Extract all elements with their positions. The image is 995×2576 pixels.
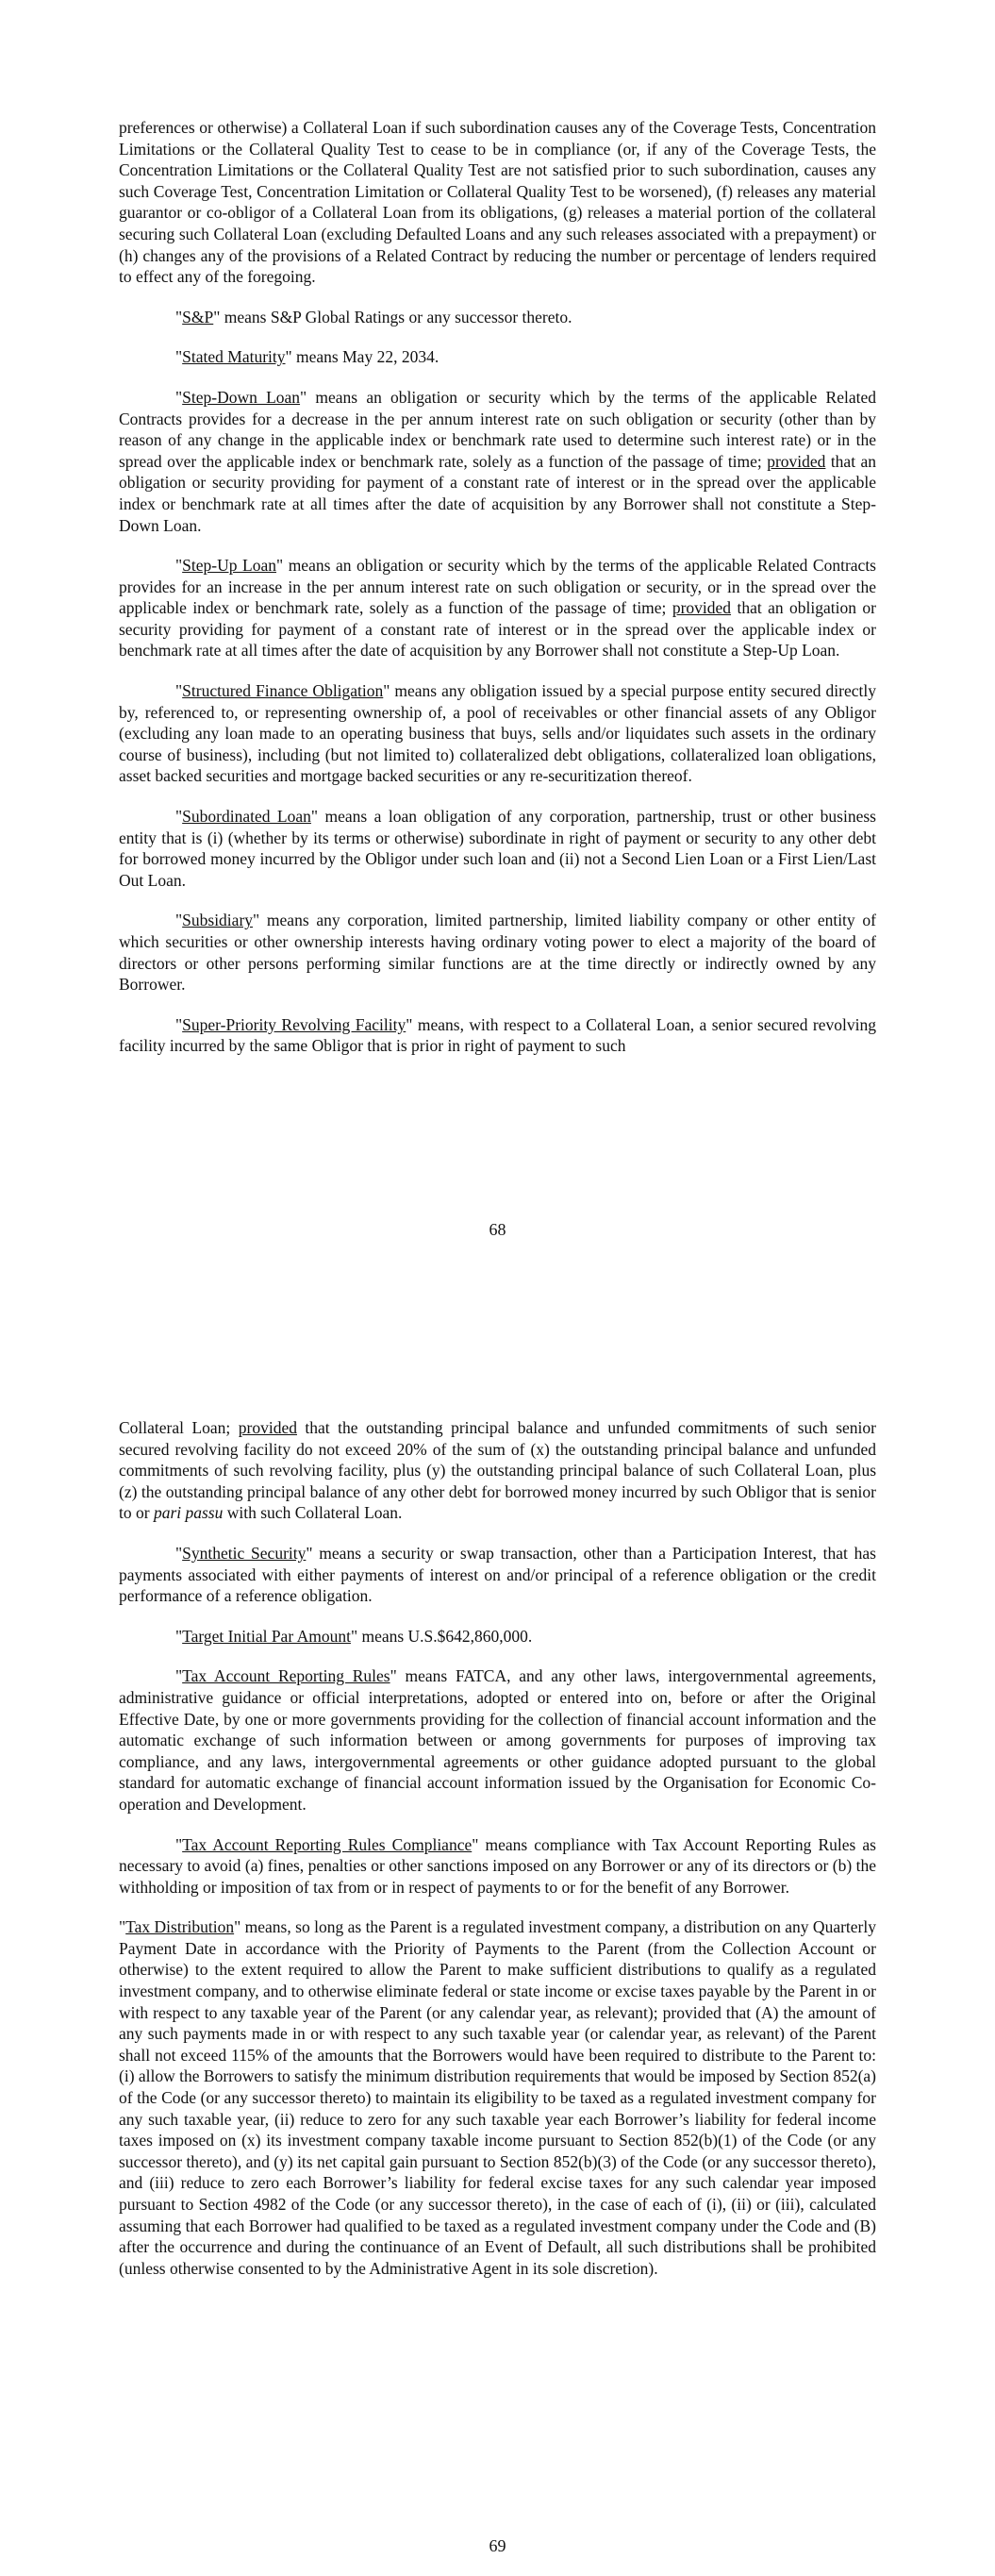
- continuation-text: Collateral Loan;: [119, 1418, 239, 1437]
- pari-passu-term: pari passu: [153, 1503, 224, 1523]
- definition-sp: "S&P" means S&P Global Ratings or any successor thereto.: [175, 307, 572, 326]
- definition-text: that an obligation or security providing for payment of a constant rate of interest or in the spread over the applicable index or benchmark rate at all times after the date of acquisition by any Borrower shall not constitute a Step-Up Loan.: [119, 598, 877, 661]
- page-number: 68: [489, 1220, 506, 1239]
- definition-structured-finance-obligation: "Structured Finance Obligation" means any obligation issued by a special purpose entity secured directly by, referenced to, or representing ownership of, a pool of receivables or other financial assets of any Obligor (excluding any loan made to an operating business that buys, sells and/or liquidates such assets in the ordinary course of business), including (but not limited to) collateralized debt obligations, collateralized loan obligations, asset backed securities and mortgage backed securities or any re-securitization thereof.: [119, 681, 876, 786]
- definition-subordinated-loan: "Subordinated Loan" means a loan obligation of any corporation, partnership, trust or other business entity that is (i) (whether by its terms or otherwise) subordinate in right of payment or security to any other debt for borrowed money incurred by the Obligor under such loan and (ii) not a Second Lien Loan or a First Lien/Last Out Loan.: [119, 807, 876, 890]
- definition-text: " means, with respect to a Collateral Loan, a senior secured revolving facility incurred by the same Obligor that is prior in right of payment to such: [119, 1014, 876, 1056]
- defined-term: Tax Account Reporting Rules: [182, 1666, 390, 1686]
- definition-step-down-loan: "Step-Down Loan" means an obligation or security which by the terms of the applicable Related Contracts provides for a decrease in the per annum interest rate on such obligation or security (other than by reason of any change in the applicable index or benchmark rate used to determine such interest rate) or in the spread over the applicable index or benchmark rate, solely as a function of the passage of time; provided that an obligation or security providing for payment of a constant rate of interest or in the spread over the applicable index or benchmark rate at all times after the date of acquisition by any Borrower shall not constitute a Step-Down Loan.: [119, 387, 876, 535]
- definition-text: " means compliance with Tax Account Reporting Rules as necessary to avoid (a) fines, penalties or other sanctions imposed on any Borrower or any of its directors or (b) the withholding or imposition of tax from or in respect of payments to or for the benefit of any Borrower.: [119, 1834, 876, 1897]
- page-number: 69: [489, 2536, 506, 2555]
- definition-text: " means May 22, 2034.: [285, 347, 439, 367]
- defined-term: Subordinated Loan: [182, 807, 311, 827]
- definition-subsidiary: "Subsidiary" means any corporation, limited partnership, limited liability company or other entity of which securities or other ownership interests having ordinary voting power to elect a majority of the board of directors or other persons performing similar functions are at the time directly or indirectly owned by any Borrower.: [119, 911, 876, 995]
- defined-term: Super-Priority Revolving Facility: [182, 1014, 406, 1034]
- provided-keyword: provided: [238, 1418, 297, 1437]
- definition-text: " means S&P Global Ratings or any successor thereto.: [213, 307, 572, 326]
- definition-text: " means an obligation or security which by the terms of the applicable Related Contracts provides for an increase in the per annum interest rate on such obligation or security, or in the spread over the applicable index or benchmark rate, solely as a function of the passage of time;: [119, 556, 876, 618]
- document-page-69: [0, 1321, 995, 2576]
- defined-term: Tax Distribution: [125, 1917, 235, 1937]
- definition-text: " means any corporation, limited partnership, limited liability company or other entity of which securities or other ownership interests having ordinary voting power to elect a majority of the board of directors or other persons performing similar functions are at the time directly or indirectly owned by any Borrower.: [119, 911, 876, 995]
- continuation-text: with such Collateral Loan.: [223, 1503, 403, 1523]
- definition-synthetic-security: "Synthetic Security" means a security or swap transaction, other than a Participation Interest, that has payments associated with either payments of interest on and/or principal of a reference obligation or the credit performance of a reference obligation.: [119, 1543, 876, 1606]
- defined-term: Synthetic Security: [182, 1543, 307, 1563]
- definition-text: " means any obligation issued by a special purpose entity secured directly by, referenced to, or representing ownership of, a pool of receivables or other financial assets of any Obligor (excluding any loan made to an operating business that buys, sells and/or liquidates such assets in the ordinary course of business), including (but not limited to) collateralized debt obligations, collateralized loan obligations, asset backed securities and mortgage backed securities or any re-securitization thereof.: [119, 681, 876, 786]
- defined-term: Subsidiary: [182, 911, 254, 930]
- definition-step-up-loan: "Step-Up Loan" means an obligation or security which by the terms of the applicable Related Contracts provides for an increase in the per annum interest rate on such obligation or security, or in the spread over the applicable index or benchmark rate, solely as a function of the passage of time; provided that an obligation or security providing for payment of a constant rate of interest or in the spread over the applicable index or benchmark rate at all times after the date of acquisition by any Borrower shall not constitute a Step-Up Loan.: [119, 556, 877, 661]
- paragraph-continuation: [119, 1417, 876, 1524]
- defined-term: Step-Down Loan: [182, 387, 301, 407]
- definition-stated-maturity: "Stated Maturity" means May 22, 2034.: [175, 347, 439, 367]
- definition-text: " means FATCA, and any other laws, intergovernmental agreements, administrative guidance or official interpretations, adopted or entered into on, before or after the Original Effective Date, by one or more governments providing for the collection of financial account information and the automatic exchange of such information between or among governments for purposes of improving tax compliance, and any laws, intergovernmental agreements or other guidance adopted pursuant to the global standard for automatic exchange of financial account information issued by the Organisation for Economic Co-operation and Development.: [119, 1666, 876, 1814]
- defined-term: S&P: [182, 307, 214, 326]
- definition-target-initial-par-amount: "Target Initial Par Amount" means U.S.$642,860,000.: [175, 1626, 533, 1646]
- definition-text: " means an obligation or security which by the terms of the applicable Related Contracts provides for a decrease in the per annum interest rate on such obligation or security (other than by reason of any change in the applicable index or benchmark rate used to determine such interest rate) or in the spread over the applicable index or benchmark rate, solely as a function of the passage of time;: [119, 387, 876, 471]
- defined-term: Step-Up Loan: [182, 556, 276, 576]
- page-body: [119, 1417, 876, 2298]
- provided-keyword: provided: [672, 598, 732, 618]
- defined-term: Stated Maturity: [182, 347, 286, 367]
- provided-keyword: provided: [767, 451, 826, 471]
- definition-text: " means, so long as the Parent is a regulated investment company, a distribution on any Quarterly Payment Date in accordance with the Priority of Payments to the Parent (from the Collection Account or otherwise) to the extent required to allow the Parent to make sufficient distributions to qualify as a regulated investment company, and to otherwise eliminate federal or state income or excise taxes payable by the Parent in or with respect to any taxable year of the Parent (or any calendar year, as relevant); provided that (A) the amount of any such payments made in or with respect to any such taxable year (or calendar year, as relevant) of the Parent shall not exceed 115% of the amounts that the Borrowers would have been required to distribute to the Parent to: (i) allow the Borrowers to satisfy the minimum distribution requirements that would be imposed by Section 852(a) of the Code (or any successor thereto) to maintain its eligibility to be taxed as a regulated investment company for any such taxable year, (ii) reduce to zero for any such taxable year each Borrower’s liability for federal income taxes imposed on (x) its investment company taxable income pursuant to Section 852(b)(1) of the Code (or any successor thereto), and (y) its net capital gain pursuant to Section 852(b)(3) of the Code (or any successor thereto), and (iii) reduce to zero each Borrower’s liability for federal excise taxes for any such calendar year imposed pursuant to Section 4982 of the Code (or any successor thereto), in the case of each of (i), (ii) or (iii), calculated assuming that each Borrower had qualified to be taxed as a regulated investment company under the Code and (B) after the occurrence and during the continuance of an Event of Default, all such distributions shall be prohibited (unless otherwise consented to by the Administrative Agent in its sole discretion).: [119, 1917, 876, 2278]
- definition-text: that an obligation or security providing for payment of a constant rate of interest or in the spread over the applicable index or benchmark rate at all times after the date of acquisition by any Borrower shall not constitute a Step-Down Loan.: [119, 451, 876, 535]
- continuation-text: that the outstanding principal balance and unfunded commitments of such senior secured revolving facility do not exceed 20% of the sum of (x) the outstanding principal balance and unfunded commitments of such revolving facility, plus (y) the outstanding principal balance of such Collateral Loan, plus (z) the outstanding principal balance of any other debt for borrowed money incurred by such Obligor that is senior to or: [119, 1418, 876, 1523]
- defined-term: Target Initial Par Amount: [182, 1626, 351, 1646]
- paragraph-continuation: preferences or otherwise) a Collateral Loan if such subordination causes any of the Coverage Tests, Concentration Limitations or the Collateral Quality Test to cease to be in compliance (or, if any of the Coverage Tests, the Concentration Limitations or the Collateral Quality Test are not satisfied prior to such subordination, causes any such Coverage Test, Concentration Limitation or Collateral Quality Test to be worsened), (f) releases any material guarantor or co-obligor of a Collateral Loan from its obligations, (g) releases a material portion of the collateral securing such Collateral Loan (excluding Defaulted Loans and any such releases associated with a prepayment) or (h) changes any of the provisions of a Related Contract by reducing the number or percentage of lenders required to effect any of the foregoing.: [119, 118, 876, 287]
- definition-tax-distribution: "Tax Distribution" means, so long as the Parent is a regulated investment company, a distribution on any Quarterly Payment Date in accordance with the Priority of Payments to the Parent (from the Collection Account or otherwise) to the extent required to allow the Parent to make sufficient distributions to qualify as a regulated investment company, and to otherwise eliminate federal or state income or excise taxes payable by the Parent in or with respect to any taxable year of the Parent (or any calendar year, as relevant); provided that (A) the amount of any such payments made in or with respect to any such taxable year (or calendar year, as relevant) of the Parent shall not exceed 115% of the amounts that the Borrowers would have been required to distribute to the Parent to: (i) allow the Borrowers to satisfy the minimum distribution requirements that would be imposed by Section 852(a) of the Code (or any successor thereto) to maintain its eligibility to be taxed as a regulated investment company for any such taxable year, (ii) reduce to zero for any such taxable year each Borrower’s liability for federal income taxes imposed on (x) its investment company taxable income pursuant to Section 852(b)(1) of the Code (or any successor thereto), and (y) its net capital gain pursuant to Section 852(b)(3) of the Code (or any successor thereto), and (iii) reduce to zero each Borrower’s liability for federal excise taxes for any such calendar year imposed pursuant to Section 4982 of the Code (or any successor thereto), in the case of each of (i), (ii) or (iii), calculated assuming that each Borrower had qualified to be taxed as a regulated investment company under the Code and (B) after the occurrence and during the continuance of an Event of Default, all such distributions shall be prohibited (unless otherwise consented to by the Administrative Agent in its sole discretion).: [119, 1917, 876, 2278]
- page-body: [119, 117, 876, 1076]
- definition-tax-account-reporting-rules-compliance: "Tax Account Reporting Rules Compliance" means compliance with Tax Account Reporting Rules as necessary to avoid (a) fines, penalties or other sanctions imposed on any Borrower or any of its directors or (b) the withholding or imposition of tax from or in respect of payments to or for the benefit of any Borrower.: [119, 1834, 876, 1897]
- definition-tax-account-reporting-rules: "Tax Account Reporting Rules" means FATCA, and any other laws, intergovernmental agreements, administrative guidance or official interpretations, adopted or entered into on, before or after the Original Effective Date, by one or more governments providing for the collection of financial account information and the automatic exchange of such information between or among governments for purposes of improving tax compliance, and any laws, intergovernmental agreements or other guidance adopted pursuant to the global standard for automatic exchange of financial account information issued by the Organisation for Economic Co-operation and Development.: [119, 1666, 876, 1814]
- definition-text: " means a security or swap transaction, other than a Participation Interest, that has payments associated with either payments of interest on and/or principal of a reference obligation or the credit performance of a reference obligation.: [119, 1543, 876, 1606]
- definition-text: " means a loan obligation of any corporation, partnership, trust or other business entity that is (i) (whether by its terms or otherwise) subordinate in right of payment or security to any other debt for borrowed money incurred by the Obligor under such loan and (ii) not a Second Lien Loan or a First Lien/Last Out Loan.: [119, 807, 876, 890]
- defined-term: Structured Finance Obligation: [182, 681, 384, 701]
- defined-term: Tax Account Reporting Rules Compliance: [182, 1834, 473, 1854]
- definition-super-priority-revolving-facility: "Super-Priority Revolving Facility" means, with respect to a Collateral Loan, a senior secured revolving facility incurred by the same Obligor that is prior in right of payment to such: [119, 1014, 876, 1056]
- definition-text: " means U.S.$642,860,000.: [350, 1626, 533, 1646]
